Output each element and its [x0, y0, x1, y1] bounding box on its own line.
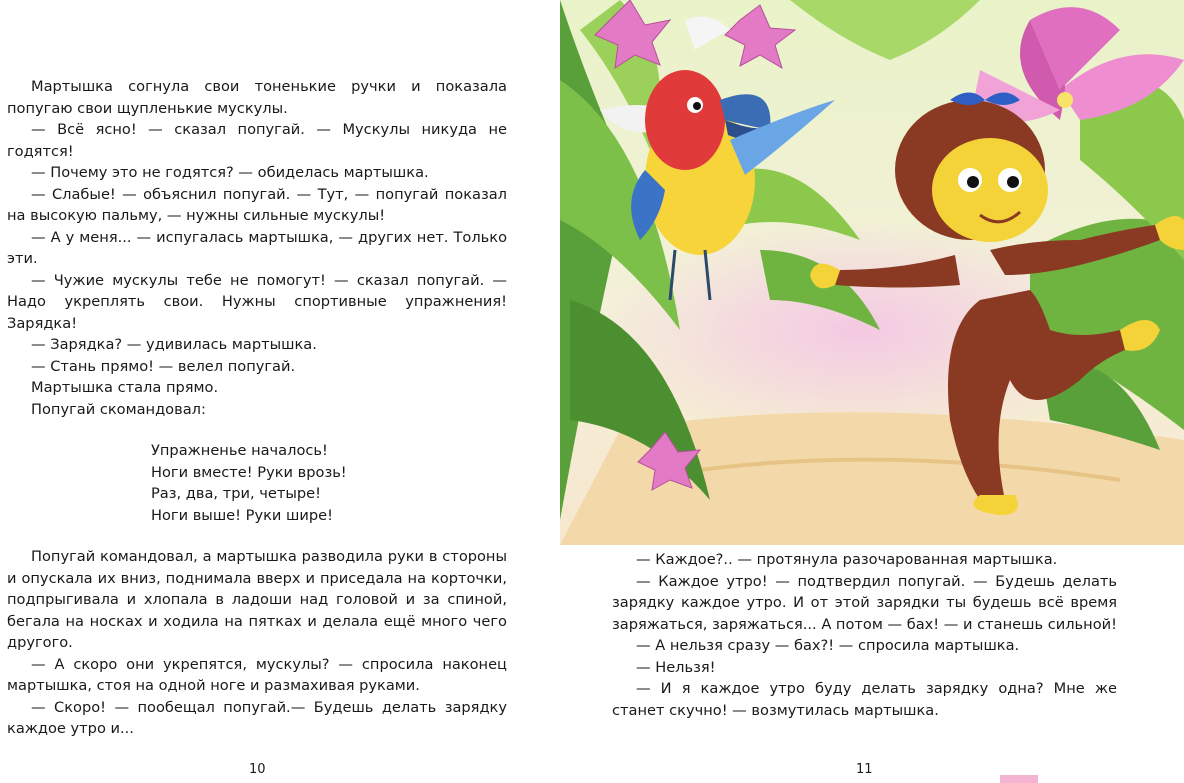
poem — [151, 440, 347, 527]
page-number: 10 — [249, 762, 266, 777]
left-page-text-continued — [7, 546, 507, 740]
paragraph: — А нельзя сразу — бах?! — спросила мартышка. — [636, 637, 1020, 654]
paragraph: — Каждое утро! — подтвердил попугай. — Будешь делать зарядку каждое утро. И от этой зарядки ты будешь всё время заряжаться, заряжаться... А потом — бах! — и станешь сильной! — [612, 572, 1117, 633]
poem-line: Ноги вместе! Руки врозь! — [151, 463, 347, 481]
poem-line: Ноги выше! Руки шире! — [151, 507, 333, 525]
paragraph: — Нельзя! — [636, 658, 716, 676]
paragraph: — Почему это не годятся? — обиделась мартышка. — [31, 164, 429, 181]
poem-line: Раз, два, три, четыре! — [151, 485, 321, 503]
right-page — [560, 0, 1184, 783]
left-page-text — [7, 76, 507, 420]
paragraph: Мартышка согнула свои тоненькие ручки и показала попугаю свои щупленькие мускулы. — [7, 78, 507, 117]
pink-tab-mark — [1000, 775, 1038, 783]
paragraph: Попугай скомандовал: — [31, 400, 206, 418]
page-number: 11 — [856, 762, 873, 777]
paragraph: — И я каждое утро буду делать зарядку одна? Мне же станет скучно! — возмутилась мартышка. — [612, 680, 1117, 719]
poem-line: Упражненье началось! — [151, 442, 328, 459]
paragraph: — Зарядка? — удивилась мартышка. — [31, 336, 317, 353]
paragraph: — Каждое?.. — протянула разочарованная мартышка. — [636, 551, 1058, 568]
right-page-text — [612, 549, 1117, 721]
paragraph: — Чужие мускулы тебе не помогут! — сказал попугай. — Надо укреплять свои. Нужны спортивные упражнения! Зарядка! — [7, 271, 507, 332]
paragraph: — Слабые! — объяснил попугай. — Тут, — попугай показал на высокую пальму, — нужны сильные мускулы! — [7, 185, 507, 224]
illustration-parrot-and-monkey — [560, 0, 1184, 545]
paragraph: — А у меня... — испугалась мартышка, — других нет. Только эти. — [7, 228, 507, 267]
paragraph: Попугай командовал, а мартышка разводила руки в стороны и опускала их вниз, поднимала вверх и приседала на корточки, подпрыгивала и хлопала в ладоши над головой и за спиной, бегала на носках и ходила на пятках и делала ещё много чего другого. — [7, 548, 507, 651]
paragraph: — Стань прямо! — велел попугай. — [31, 357, 296, 375]
paragraph: Мартышка стала прямо. — [31, 379, 219, 396]
paragraph: — Скоро! — пообещал попугай.— Будешь делать зарядку каждое утро и... — [7, 698, 507, 737]
left-page — [0, 0, 560, 783]
paragraph: — А скоро они укрепятся, мускулы? — спросила наконец мартышка, стоя на одной ноге и размахивая руками. — [7, 655, 507, 694]
paragraph: — Всё ясно! — сказал попугай. — Мускулы никуда не годятся! — [7, 121, 507, 160]
